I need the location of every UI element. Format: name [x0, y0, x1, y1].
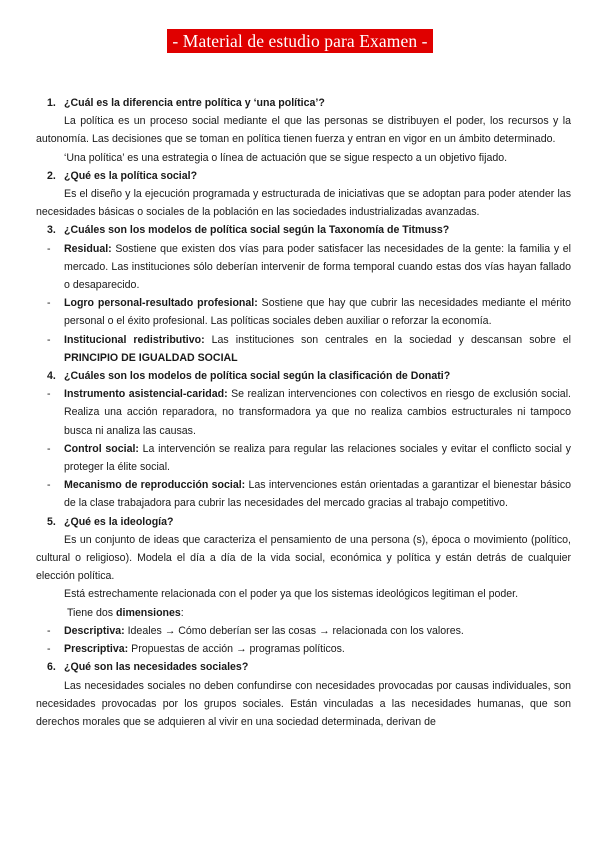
dimensions-post: :: [180, 606, 184, 619]
item-term: Mecanismo de reproducción social:: [64, 479, 246, 492]
answer-paragraph: Es el diseño y la ejecución programada y estructurada de iniciativas que se adoptan para poder atender las necesidades básicas o sociales de la población en las sociedades industrializadas avanzadas.: [36, 188, 571, 219]
question-number: 3.: [47, 224, 56, 237]
question-4: [47, 367, 571, 385]
item-text: Se realizan intervenciones con colectivos en riesgo de exclusión social. Realiza una acción reparadora, no transformadora ya que no realiza cambios estructurales ni tampoco busca ni analiza las causas.: [64, 388, 571, 437]
question-number: 1.: [47, 97, 56, 109]
question-5: [47, 513, 571, 531]
answer-paragraph: Está estrechamente relacionada con el poder ya que los sistemas ideológicos legitiman el poder.: [64, 588, 519, 601]
item-text: Sostiene que hay que cubrir las necesidades mediante el mérito personal o el éxito profesional. Las políticas sociales deben auxiliar o reforzar la economía.: [64, 297, 571, 328]
question-1: [47, 94, 571, 112]
question-6: [47, 658, 571, 676]
question-text: ¿Cuál es la diferencia entre política y ‘una política’?: [64, 97, 325, 109]
question-number: 6.: [47, 661, 56, 674]
list-item: [47, 640, 571, 658]
bullet-dash: -: [47, 388, 51, 401]
question-number: 5.: [47, 515, 56, 528]
bullet-dash: -: [47, 479, 51, 492]
bullet-dash: -: [47, 297, 51, 310]
item-term: Residual:: [64, 242, 112, 255]
answer-paragraph: Las necesidades sociales no deben confundirse con necesidades provocadas por causas individuales, son necesidades provocadas por los grupos sociales. Están vinculadas a las necesidades humanas, que son derechos morales que se adquieren al vivir en una sociedad determinada, derivan de: [36, 679, 571, 728]
list-item: [47, 622, 571, 640]
item-text: Propuestas de acción → programas políticos.: [128, 643, 345, 656]
item-term: Prescriptiva:: [64, 643, 129, 656]
list-item: [47, 331, 571, 367]
item-term: Instrumento asistencial-caridad:: [64, 388, 228, 401]
question-text: ¿Qué es la ideología?: [64, 515, 174, 528]
dimensions-pre: Tiene dos: [66, 606, 117, 619]
list-item: [47, 476, 572, 512]
question-text: ¿Qué son las necesidades sociales?: [64, 661, 249, 674]
question-text: ¿Cuáles son los modelos de política social según la clasificación de Donati?: [64, 370, 451, 383]
item-text: Ideales → Cómo deberían ser las cosas → relacionada con los valores.: [124, 624, 464, 637]
item-term: Control social:: [64, 442, 139, 455]
answer-paragraph: La política es un proceso social mediante el que las personas se distribuyen el poder, los recursos y la autonomía. Las decisiones que se toman en política tienen fuerza y entran en vigor en un ámbito determinado.: [36, 115, 571, 146]
bullet-dash: -: [47, 242, 51, 255]
question-number: 2.: [47, 169, 56, 182]
bullet-dash: -: [47, 442, 51, 455]
question-text: ¿Qué es la política social?: [64, 169, 198, 182]
question-3: [47, 221, 571, 239]
title-wrapper: [0, 29, 600, 53]
bullet-dash: -: [47, 643, 51, 656]
page-title: - Material de estudio para Examen -: [167, 29, 432, 53]
bullet-dash: -: [47, 333, 51, 346]
answer-paragraph: Es un conjunto de ideas que caracteriza el pensamiento de una persona (s), época o movimiento (político, cultural o religioso). Modela el día a día de la vida social, económica y política y están detrás de cualquier elección política.: [36, 533, 571, 583]
item-text: La intervención se realiza para regular las relaciones sociales y evitar el conflicto social y proteger la élite social.: [64, 442, 571, 474]
answer-paragraph: [64, 604, 571, 622]
answer-paragraph: ‘Una política’ es una estrategia o línea de actuación que se sigue respecto a un objetivo fijado.: [64, 151, 508, 164]
list-item: [47, 240, 571, 295]
item-text: Sostiene que existen dos vías para poder satisfacer las necesidades de la gente: la familia y el mercado. Las instituciones sólo deberían intervenir de forma temporal cuando estas dos vías hayan fallado o desaparecido.: [64, 242, 571, 292]
item-term: Institucional redistributivo:: [64, 333, 205, 346]
dimensions-bold: dimensiones: [116, 606, 181, 619]
bullet-dash: -: [47, 624, 51, 637]
item-text: Las instituciones son centrales en la sociedad y descansan sobre el: [204, 333, 571, 346]
item-strong: PRINCIPIO DE IGUALDAD SOCIAL: [64, 351, 238, 364]
item-term: Logro personal-resultado profesional:: [64, 297, 258, 310]
document-body: [36, 94, 572, 731]
list-item: [47, 440, 571, 476]
question-text: ¿Cuáles son los modelos de política social según la Taxonomía de Titmuss?: [64, 224, 450, 237]
question-2: [47, 167, 571, 185]
item-term: Descriptiva:: [64, 624, 125, 637]
item-text: Las intervenciones están orientadas a garantizar el bienestar básico de la clase trabajadora para cubrir las necesidades del mercado gracias al trabajo competitivo.: [64, 479, 572, 510]
question-number: 4.: [47, 370, 56, 383]
list-item: [47, 385, 571, 440]
list-item: [47, 294, 571, 330]
